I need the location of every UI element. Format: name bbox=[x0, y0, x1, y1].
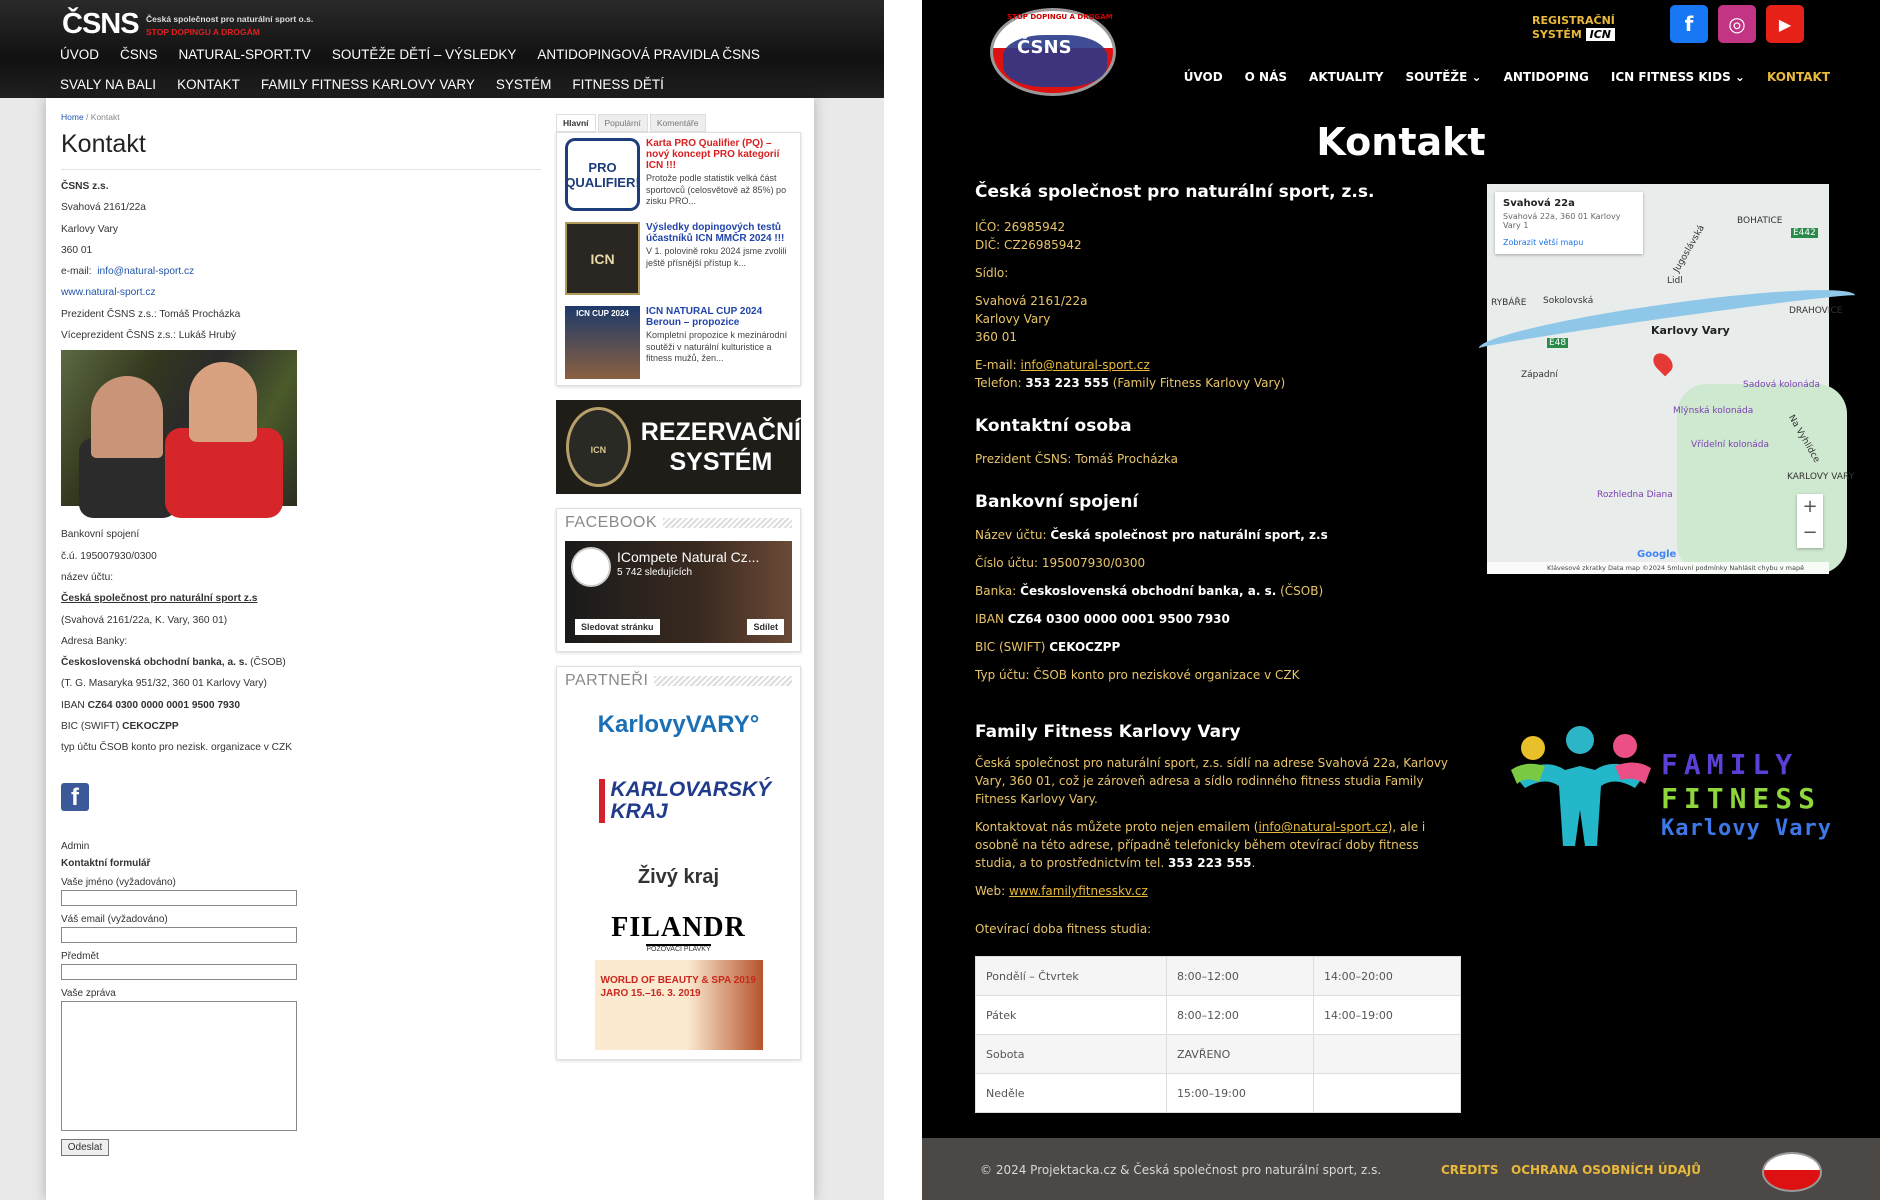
org-name: ČSNS z.s. bbox=[61, 181, 109, 192]
old-nav-item[interactable]: SOUTĚŽE DĚTÍ – VÝSLEDKY bbox=[331, 47, 517, 62]
contact-column bbox=[975, 182, 1460, 1113]
registration-system-link[interactable] bbox=[1532, 14, 1615, 42]
account-name-line bbox=[975, 526, 1460, 544]
form-author: Admin bbox=[61, 840, 90, 852]
email-input-label: Váš email (vyžadováno) bbox=[61, 913, 168, 925]
ff-logo-line2: FITNESS bbox=[1661, 782, 1822, 815]
post-title[interactable]: Karta PRO Qualifier (PQ) – nový koncept PRO kategorií ICN !!! bbox=[646, 138, 780, 171]
nav-o-nas[interactable]: O NÁS bbox=[1244, 70, 1288, 84]
iban-line bbox=[61, 695, 541, 716]
post-excerpt: V 1. polovině roku 2024 jsme zvolili ještě přísnější přístup k... bbox=[646, 246, 787, 268]
bank-name: Československá obchodní banka, a. s. bbox=[1020, 584, 1277, 598]
old-logo-slogan: STOP DOPINGU A DROGÁM bbox=[146, 27, 260, 37]
table-cell: Pátek bbox=[976, 996, 1167, 1035]
facebook-widget-title: FACEBOOK bbox=[565, 514, 658, 531]
map-larger-link[interactable]: Zobrazit větší mapu bbox=[1503, 238, 1584, 247]
old-logo-subtitle: Česká společnost pro naturální sport o.s. bbox=[146, 14, 314, 24]
name-label: Vaše jméno (vyžadováno) bbox=[61, 876, 176, 888]
map-poi[interactable]: Sadová kolonáda bbox=[1743, 380, 1821, 390]
contact-form bbox=[61, 841, 541, 1156]
icn-emblem: ICN bbox=[566, 407, 631, 487]
nav-kontakt[interactable]: KONTAKT bbox=[1766, 70, 1830, 84]
table-row bbox=[976, 957, 1461, 996]
name-input[interactable] bbox=[61, 890, 297, 906]
bank-name: Československá obchodní banka, a. s. bbox=[61, 657, 248, 669]
table-cell bbox=[1313, 1035, 1460, 1074]
page-title: Kontakt bbox=[1316, 120, 1486, 164]
reservation-line2: SYSTÉM bbox=[669, 448, 773, 476]
map-road-sign: E48 bbox=[1549, 338, 1567, 348]
instagram-icon[interactable]: ◎ bbox=[1718, 5, 1756, 43]
account-name: Česká společnost pro naturální sport, z.s bbox=[1050, 528, 1328, 542]
old-nav-item[interactable]: ČSNS bbox=[120, 47, 158, 62]
bic-line bbox=[61, 716, 541, 737]
footer-copyright: © 2024 Projektacka.cz & Česká společnost pro naturální sport, z.s. bbox=[980, 1163, 1382, 1177]
zoom-in-button[interactable]: + bbox=[1802, 496, 1818, 517]
account-name: Česká společnost pro naturální sport z.s bbox=[61, 593, 258, 605]
bank-label: Banka: bbox=[975, 584, 1021, 598]
map-footer[interactable]: Klávesové zkratky Data map ©2024 Smluvní podmínky Nahlásit chybu v mapě bbox=[1487, 562, 1829, 574]
table-cell: ZAVŘENO bbox=[1166, 1035, 1313, 1074]
google-logo: Google bbox=[1637, 549, 1677, 560]
account-name-label: název účtu: bbox=[61, 571, 114, 583]
old-header bbox=[0, 0, 884, 98]
seat-label: Sídlo: bbox=[975, 266, 1009, 280]
address-street: Svahová 2161/22a bbox=[975, 294, 1088, 308]
ff-paragraph-2 bbox=[975, 818, 1460, 872]
logo-text: ČSNS bbox=[1017, 37, 1072, 58]
post-title[interactable]: Výsledky dopingových testů účastníků ICN MMČR 2024 !!! bbox=[646, 222, 785, 244]
address-zip: 360 01 bbox=[61, 244, 93, 256]
phone-label: Telefon: bbox=[975, 376, 1026, 390]
fb-page-name[interactable]: ICompete Natural Cz... bbox=[617, 549, 760, 565]
message-label: Vaše zpráva bbox=[61, 987, 116, 999]
partners-title: PARTNEŘI bbox=[565, 672, 649, 689]
nav-uvod[interactable]: ÚVOD bbox=[1183, 70, 1223, 84]
old-nav-item[interactable]: ANTIDOPINGOVÁ PRAVIDLA ČSNS bbox=[537, 47, 760, 62]
table-cell: 8:00–12:00 bbox=[1166, 996, 1313, 1035]
ff-phone: 353 223 555 bbox=[1168, 856, 1252, 870]
map-city-label: Karlovy Vary bbox=[1651, 324, 1730, 337]
sidebar-tabs bbox=[556, 114, 801, 132]
account-address: (Svahová 2161/22a, K. Vary, 360 01) bbox=[61, 614, 228, 626]
bank-title: Bankovní spojení bbox=[61, 529, 140, 541]
breadcrumb-current: Kontakt bbox=[90, 112, 120, 122]
old-site-panel bbox=[0, 0, 884, 1200]
bank-short: (ČSOB) bbox=[247, 657, 286, 669]
email-line bbox=[975, 356, 1460, 374]
main-nav bbox=[1184, 70, 1830, 84]
nav-souteze[interactable]: SOUTĚŽE ⌄ bbox=[1405, 70, 1482, 84]
web-link[interactable]: www.natural-sport.cz bbox=[61, 287, 156, 299]
map-label: Lidl bbox=[1667, 276, 1683, 286]
table-row bbox=[976, 996, 1461, 1035]
account-number: Číslo účtu: 195007930/0300 bbox=[975, 556, 1146, 570]
vice-president-line: Víceprezident ČSNS z.s.: Lukáš Hrubý bbox=[61, 330, 236, 342]
account-type: typ účtu ČSOB konto pro nezisk. organizace v CZK bbox=[61, 742, 293, 754]
address-city: Karlovy Vary bbox=[975, 312, 1051, 326]
map-label: DRAHOVICE bbox=[1789, 306, 1843, 316]
old-page bbox=[46, 98, 814, 1200]
old-main-content bbox=[61, 112, 541, 1156]
post-title[interactable]: ICN NATURAL CUP 2024 Beroun – propozice bbox=[646, 306, 763, 328]
map-label: Sokolovská bbox=[1543, 296, 1594, 306]
family-fitness-logo bbox=[1505, 726, 1839, 852]
reg-brand: ICN bbox=[1586, 28, 1615, 41]
family-fitness-heading: Family Fitness Karlovy Vary bbox=[975, 722, 1241, 742]
posts-widget bbox=[556, 132, 801, 386]
partner-karlovarsky-kraj[interactable]: KARLOVARSKÝ KRAJ bbox=[557, 755, 800, 847]
map-card-address: Svahová 22a, 360 01 Karlovy Vary 1 bbox=[1503, 212, 1621, 230]
map-label: KARLOVY VARY bbox=[1787, 472, 1855, 482]
email-link[interactable]: info@natural-sport.cz bbox=[1020, 358, 1150, 372]
old-nav-item[interactable]: FAMILY FITNESS KARLOVY VARY bbox=[260, 77, 475, 92]
bic: CEKOCZPP bbox=[1049, 640, 1121, 654]
account-type: Typ účtu: ČSOB konto pro neziskové organizace v CZK bbox=[975, 668, 1300, 682]
form-title: Kontaktní formulář bbox=[61, 857, 151, 869]
table-cell: 8:00–12:00 bbox=[1166, 957, 1313, 996]
facebook-page-embed[interactable] bbox=[565, 541, 792, 643]
bank-address: (T. G. Masaryka 951/32, 360 01 Karlovy Vary) bbox=[61, 678, 267, 690]
partner-karlovy-vary[interactable]: KarlovyVARY° bbox=[597, 711, 760, 738]
web-line bbox=[975, 882, 1460, 900]
email-input[interactable] bbox=[61, 927, 297, 943]
map-pin-icon[interactable] bbox=[1650, 350, 1677, 377]
email-link[interactable]: info@natural-sport.cz bbox=[97, 266, 195, 278]
iban: CZ64 0300 0000 0001 9500 7930 bbox=[1007, 612, 1230, 626]
fb-share-button[interactable]: Sdílet bbox=[747, 619, 784, 635]
map-card-title: Svahová 22a bbox=[1503, 198, 1575, 209]
post-excerpt: Kompletní propozice k mezinárodní soutěži v naturální kulturistice a fitness mužů, žen... bbox=[646, 330, 788, 363]
iban-label: IBAN bbox=[975, 612, 1008, 626]
post-item[interactable] bbox=[557, 301, 800, 385]
new-header bbox=[922, 0, 1880, 116]
table-cell: 15:00–19:00 bbox=[1166, 1074, 1313, 1113]
old-nav-item[interactable]: NATURAL-SPORT.TV bbox=[178, 47, 311, 62]
fb-follow-button[interactable]: Sledovat stránku bbox=[575, 619, 660, 635]
table-cell: Pondělí – Čtvrtek bbox=[976, 957, 1167, 996]
csns-logo[interactable] bbox=[990, 8, 1116, 96]
nav-antidoping[interactable]: ANTIDOPING bbox=[1503, 70, 1589, 84]
contact-person: Prezident ČSNS: Tomáš Procházka bbox=[975, 452, 1179, 466]
reg-line2: SYSTÉM bbox=[1532, 28, 1582, 41]
submit-button[interactable]: Odeslat bbox=[61, 1139, 109, 1156]
hours-title: Otevírací doba fitness studia: bbox=[975, 922, 1152, 936]
bic-label: BIC (SWIFT) bbox=[975, 640, 1050, 654]
ff-paragraph-1: Česká společnost pro naturální sport, z.s. sídlí na adrese Svahová 22a, Karlovy Vary, 360 01, což je zároveň adresa a sídlo rodinného fitness studia Family Fitness Karlovy Vary. bbox=[975, 756, 1449, 806]
bic-label: BIC (SWIFT) bbox=[61, 721, 123, 733]
facebook-icon[interactable]: f bbox=[61, 783, 89, 811]
map-label: RYBÁŘE bbox=[1491, 298, 1527, 308]
post-excerpt: Protože podle statistik velká část sportovců (celosvětově až 85%) po zisku PRO... bbox=[646, 173, 787, 206]
ff-p2-start: Kontaktovat nás můžete proto nejen emailem ( bbox=[975, 820, 1259, 834]
contact-person-heading: Kontaktní osoba bbox=[975, 416, 1132, 436]
table-row bbox=[976, 1074, 1461, 1113]
map-poi[interactable]: Mlýnská kolonáda bbox=[1673, 406, 1754, 416]
old-nav-item[interactable]: ÚVOD bbox=[60, 47, 100, 62]
map-zoom-control bbox=[1797, 494, 1823, 548]
bic: CEKOCZPP bbox=[122, 721, 179, 733]
phone-note: (Family Fitness Karlovy Vary) bbox=[1108, 376, 1286, 390]
table-cell: 14:00–20:00 bbox=[1313, 957, 1460, 996]
partners-widget bbox=[556, 666, 801, 1060]
nav-icn-fitness-kids[interactable]: ICN FITNESS KIDS ⌄ bbox=[1610, 70, 1745, 84]
old-nav-item[interactable]: SVALY NA BALI bbox=[60, 77, 157, 92]
partner-filandr[interactable]: FILANDR POZOVACÍ PLAVKY bbox=[611, 911, 746, 953]
bank-heading: Bankovní spojení bbox=[975, 492, 1139, 512]
nav-aktuality[interactable]: AKTUALITY bbox=[1309, 70, 1384, 84]
map-poi[interactable]: Rozhledna Diana bbox=[1597, 490, 1673, 500]
map-poi[interactable]: Vřídelní kolonáda bbox=[1691, 440, 1770, 450]
phone: 353 223 555 bbox=[1025, 376, 1109, 390]
family-figures-icon bbox=[1505, 726, 1655, 852]
post-thumbnail[interactable]: ICN bbox=[565, 222, 640, 295]
breadcrumb-separator: / bbox=[83, 112, 91, 122]
partner-world-of-beauty[interactable]: WORLD OF BEAUTY & SPA 2019 JARO 15.–16. 3. 2019 bbox=[557, 957, 800, 1053]
old-nav-item[interactable]: KONTAKT bbox=[177, 77, 240, 92]
map-label: Západní bbox=[1521, 370, 1558, 380]
facebook-widget bbox=[556, 508, 801, 652]
ico: IČO: 26985942 bbox=[975, 220, 1066, 234]
account-name-label: Název účtu: bbox=[975, 528, 1051, 542]
subject-label: Předmět bbox=[61, 950, 99, 962]
ff-web-link[interactable]: www.familyfitnesskv.cz bbox=[1009, 884, 1148, 898]
breadcrumb bbox=[61, 112, 541, 122]
tab-main[interactable]: Hlavní bbox=[556, 114, 596, 132]
address-city: Karlovy Vary bbox=[61, 223, 118, 235]
page-title: Kontakt bbox=[61, 130, 541, 170]
table-cell: 14:00–19:00 bbox=[1313, 996, 1460, 1035]
post-thumbnail[interactable]: ICN CUP 2024 bbox=[565, 306, 640, 379]
address-street: Svahová 2161/22a bbox=[61, 202, 146, 214]
ff-p2-end: . bbox=[1251, 856, 1256, 870]
post-item[interactable] bbox=[557, 217, 800, 301]
tab-popular[interactable]: Populární bbox=[598, 114, 648, 132]
email-line bbox=[61, 261, 541, 282]
dic: DIČ: CZ26985942 bbox=[975, 238, 1082, 252]
logo-ring-text: STOP DOPINGU A DROGÁM bbox=[1007, 13, 1113, 21]
ff-email-link[interactable]: info@natural-sport.cz bbox=[1258, 820, 1388, 834]
table-cell: Sobota bbox=[976, 1035, 1167, 1074]
opening-hours-table bbox=[975, 956, 1461, 1113]
breadcrumb-home[interactable]: Home bbox=[61, 112, 84, 122]
bank-name-line bbox=[61, 652, 541, 673]
phone-line bbox=[975, 374, 1460, 392]
iban: CZ64 0300 0000 0001 9500 7930 bbox=[87, 699, 240, 711]
table-cell bbox=[1313, 1074, 1460, 1113]
google-map[interactable] bbox=[1487, 184, 1855, 574]
iban-label: IBAN bbox=[61, 699, 88, 711]
map-label: Jugoslávská bbox=[1671, 223, 1707, 275]
bic-line bbox=[975, 638, 1460, 656]
reservation-banner[interactable] bbox=[556, 400, 801, 494]
map-label: Na Vyhlídce bbox=[1785, 413, 1822, 465]
account-number: č.ú. 195007930/0300 bbox=[61, 550, 157, 562]
address-zip: 360 01 bbox=[975, 330, 1017, 344]
post-item[interactable] bbox=[557, 133, 800, 217]
table-cell: Neděle bbox=[976, 1074, 1167, 1113]
old-nav-row-1 bbox=[60, 47, 760, 62]
web-label: Web: bbox=[975, 884, 1010, 898]
new-site-panel bbox=[922, 0, 1880, 1200]
bank-short: (ČSOB) bbox=[1276, 584, 1324, 598]
map-label: BOHATICE bbox=[1737, 216, 1783, 226]
fb-page-avatar bbox=[571, 547, 611, 587]
email-label: E-mail: bbox=[975, 358, 1021, 372]
email-label: e-mail: bbox=[61, 266, 92, 278]
team-photo bbox=[61, 350, 297, 506]
footer-privacy-link[interactable]: OCHRANA OSOBNÍCH ÚDAJŮ bbox=[1511, 1163, 1702, 1177]
reg-line1: REGISTRAČNÍ bbox=[1532, 14, 1615, 27]
partner-zivy-kraj[interactable]: Živý kraj bbox=[637, 865, 720, 888]
footer-credits-link[interactable]: CREDITS bbox=[1441, 1163, 1499, 1177]
ff-logo-line1: FAMILY bbox=[1661, 748, 1799, 781]
site-footer bbox=[922, 1138, 1880, 1200]
tab-comments[interactable]: Komentáře bbox=[650, 114, 706, 132]
zoom-out-button[interactable]: − bbox=[1802, 522, 1818, 543]
president-line: Prezident ČSNS z.s.: Tomáš Procházka bbox=[61, 308, 241, 320]
reservation-line1: REZERVAČNÍ bbox=[640, 418, 801, 446]
old-sidebar bbox=[556, 114, 801, 1074]
old-nav-item[interactable]: FITNESS DĚTÍ bbox=[572, 77, 664, 92]
subject-input[interactable] bbox=[61, 964, 297, 980]
ff-logo-line3: Karlovy Vary bbox=[1661, 816, 1832, 841]
map-road-sign: E442 bbox=[1793, 228, 1816, 238]
facebook-icon[interactable]: f bbox=[1670, 5, 1708, 43]
bank-line bbox=[975, 582, 1460, 600]
old-logo[interactable]: ČSNS bbox=[62, 8, 139, 40]
org-heading: Česká společnost pro naturální sport, z.s. bbox=[975, 182, 1375, 202]
iban-line bbox=[975, 610, 1460, 628]
bank-address-label: Adresa Banky: bbox=[61, 635, 128, 647]
message-textarea[interactable] bbox=[61, 1001, 297, 1131]
youtube-icon[interactable]: ▶ bbox=[1766, 5, 1804, 43]
post-thumbnail[interactable]: PRO QUALIFIER! bbox=[565, 138, 640, 211]
old-nav-row-2 bbox=[60, 77, 664, 92]
fb-followers: 5 742 sledujících bbox=[617, 567, 693, 578]
map-info-card bbox=[1495, 192, 1643, 254]
footer-logo[interactable] bbox=[1762, 1152, 1822, 1192]
ff-p2-middle: ), ale i osobně na této adrese, případně telefonicky během otevírací doby fitness studia, a to prostřednictvím tel. bbox=[975, 820, 1426, 870]
table-row bbox=[976, 1035, 1461, 1074]
old-nav-item[interactable]: SYSTÉM bbox=[495, 77, 552, 92]
